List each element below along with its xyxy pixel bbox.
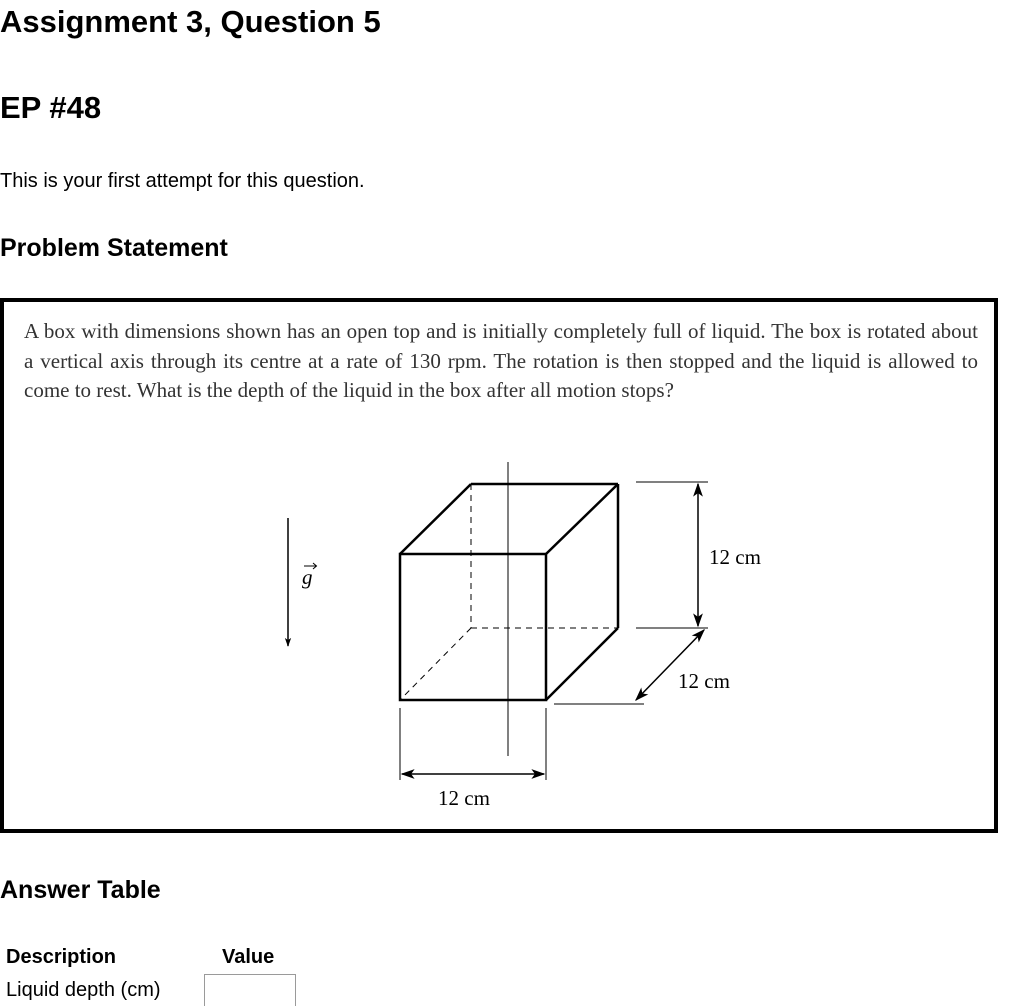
page-subtitle: EP #48 (0, 90, 102, 125)
column-header-value: Value (222, 946, 275, 968)
answer-table-heading: Answer Table (0, 876, 161, 904)
width-label: 12 cm (438, 786, 490, 810)
page-title: Assignment 3, Question 5 (0, 4, 381, 39)
liquid-depth-label: Liquid depth (cm) (6, 979, 161, 1001)
liquid-depth-input[interactable] (204, 974, 296, 1006)
height-label: 12 cm (709, 545, 761, 569)
box-outline (400, 484, 618, 700)
attempt-notice: This is your first attempt for this question. (0, 170, 365, 192)
depth-label: 12 cm (678, 669, 730, 693)
problem-statement-heading: Problem Statement (0, 234, 228, 262)
gravity-label: g (302, 565, 313, 589)
column-header-description: Description (6, 946, 117, 968)
problem-text: A box with dimensions shown has an open top and is initially completely full of liquid. The box is rotated about a vertical axis through its centre at a rate of 130 rpm. The rotation is then stopped and the liquid is allowed to come to rest. What is the depth of the liquid in the box after all motion stops? (24, 319, 978, 402)
box-diagram (4, 302, 994, 829)
problem-statement-box (0, 298, 998, 833)
